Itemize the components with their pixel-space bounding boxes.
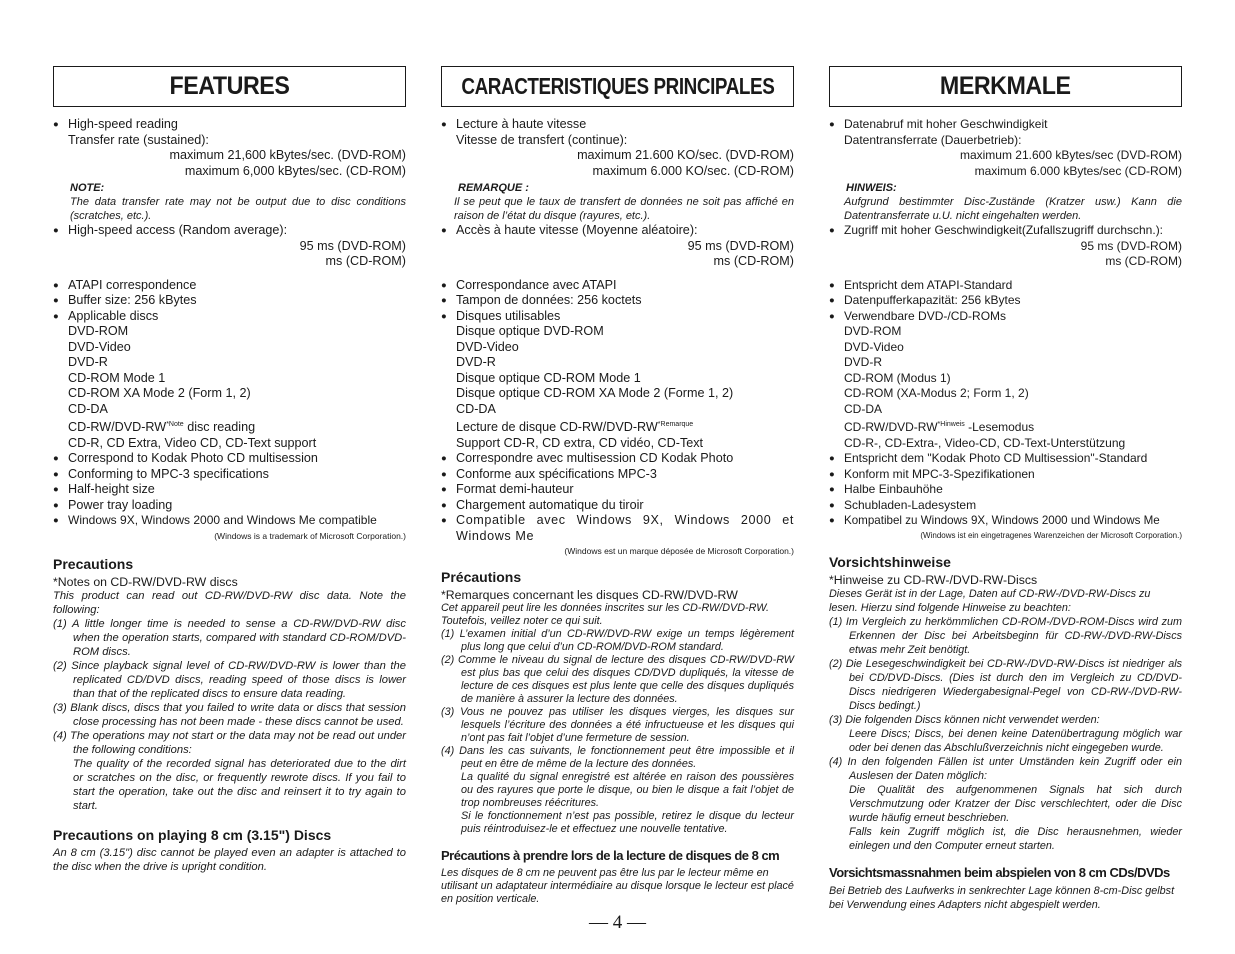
feature-label: High-speed reading — [68, 117, 178, 131]
feature-item: ● Kompatibel zu Windows 9X, Windows 2000 und Windows Me — [829, 513, 1182, 529]
note-text: The data transfer rate may not be output due to disc conditions (scratches, etc.). — [70, 196, 406, 222]
page-number: — 4 — — [589, 912, 646, 933]
8cm-disc-text: An 8 cm (3.15") disc cannot be played even an adapter is attached to the disc when the drive is upright condition. — [53, 846, 406, 873]
spec-value: maximum 21.600 kBytes/sec (DVD-ROM) — [959, 148, 1182, 162]
feature-label: Lecture à haute vitesse — [456, 117, 587, 131]
disc-type-rw — [68, 417, 406, 436]
precaution-item: (3) Vous ne pouvez pas utiliser les disques vierges, les disques sur lesquels l’écriture des données a été infructueuse et les disques qui n’ont pas fait l’objet d’une fermeture de session. — [441, 706, 794, 744]
feature-item: ● Half-height size — [53, 482, 406, 498]
precaution-item — [53, 729, 406, 813]
feature-label: Zugriff mit hoher Geschwindigkeit(Zufallszugriff durchschn.): — [844, 223, 1164, 237]
feature-item — [53, 223, 406, 270]
footnote-marker: *Remarque — [657, 421, 694, 428]
feature-item: ● Windows 9X, Windows 2000 and Windows Me compatible — [53, 513, 406, 529]
precautions-heading: Precautions — [53, 555, 134, 572]
disc-type: CD-ROM XA Mode 2 (Form 1, 2) — [68, 386, 251, 400]
feature-item — [53, 309, 406, 452]
trademark-note: (Windows est un marque déposée de Microsoft Corporation.) — [564, 546, 794, 556]
disc-type: CD-R, CD Extra, Video CD, CD-Text support — [68, 435, 317, 450]
section-title: CARACTERISTIQUES PRINCIPALES — [460, 73, 775, 99]
feature-item: ● Compatible avec Windows 9X, Windows 2000 et Windows Me — [441, 513, 794, 544]
spec-value: 95 ms (DVD-ROM) — [1080, 238, 1182, 253]
disc-type: CD-DA — [844, 401, 882, 416]
disc-type: DVD-R — [68, 355, 108, 369]
feature-subtext: Transfer rate (sustained): — [68, 132, 209, 147]
spec-value: ms (CD-ROM) — [713, 254, 794, 268]
precautions-list — [441, 628, 794, 836]
feature-item: ● Entspricht dem "Kodak Photo CD Multisession"-Standard — [829, 451, 1182, 467]
note-heading: HINWEIS: — [846, 182, 897, 194]
disc-type: DVD-Video — [456, 339, 519, 354]
8cm-disc-heading: Précautions à prendre lors de la lecture de disques de 8 cm — [441, 848, 780, 863]
disc-type: CD-DA — [68, 401, 108, 416]
precaution-item-detail: Die Qualität des aufgenommenen Signals hat sich durch Verschmutzung oder Kratzer der Disc verschlechtert, oder die Disc wurde häufig erneut beschrieben. — [849, 783, 1182, 824]
feature-item — [53, 117, 406, 179]
precautions-intro: Cet appareil peut lire les données inscrites sur les CD-RW/DVD-RW. Toutefois, veillez noter ce qui suit. — [441, 602, 770, 627]
footnote-marker: *Hinweis — [937, 421, 965, 428]
feature-subtext: Vitesse de transfert (continue): — [456, 132, 628, 147]
spec-value: 95 ms (DVD-ROM) — [687, 238, 794, 253]
disc-type: DVD-Video — [68, 339, 131, 354]
trademark-note: (Windows is a trademark of Microsoft Corporation.) — [214, 530, 406, 541]
feature-item: ● Entspricht dem ATAPI-Standard — [829, 278, 1182, 294]
disc-type: DVD-R — [456, 355, 496, 369]
feature-item: ● Format demi-hauteur — [441, 482, 794, 498]
spec-value: maximum 6,000 kBytes/sec. (CD-ROM) — [184, 163, 406, 178]
feature-item: ● Correspondance avec ATAPI — [441, 278, 794, 294]
feature-subtext: Datentransferrate (Dauerbetrieb): — [844, 132, 1022, 147]
feature-label: Disques utilisables — [456, 308, 561, 323]
feature-item: ● Schubladen-Ladesystem — [829, 498, 1182, 514]
precautions-list — [53, 617, 406, 813]
disc-type: CD-ROM (XA-Modus 2; Form 1, 2) — [844, 386, 1029, 400]
note-text: Il se peut que le taux de transfert de données ne soit pas affiché en raison de l’état du disque (rayures, etc.). — [454, 196, 794, 222]
feature-label: Applicable discs — [68, 308, 159, 323]
precaution-item: (1) A little longer time is needed to sense a CD-RW/DVD-RW disc when the operation starts, compared with standard CD-ROM/DVD-ROM discs. — [53, 617, 406, 658]
feature-item: ● Datenpufferkapazität: 256 kBytes — [829, 293, 1182, 309]
disc-type: DVD-Video — [844, 339, 904, 354]
feature-item — [441, 309, 794, 452]
section-title-box — [441, 66, 794, 107]
disc-type: Disque optique CD-ROM XA Mode 2 (Forme 1, 2) — [456, 386, 734, 400]
feature-item: ● Chargement automatique du tiroir — [441, 498, 794, 514]
spec-value: ms (CD-ROM) — [1105, 254, 1182, 268]
spec-value: maximum 21,600 kBytes/sec. (DVD-ROM) — [169, 148, 406, 162]
disc-type-rw — [456, 417, 794, 436]
spec-value: ms (CD-ROM) — [325, 254, 406, 268]
precaution-item-detail: Falls kein Zugriff möglich ist, die Disc herausnehmen, wieder einlegen und den Computer erneut starten. — [849, 825, 1182, 852]
feature-list — [53, 223, 406, 529]
disc-type: CD-ROM (Modus 1) — [844, 370, 951, 385]
precaution-item: (1) Im Vergleich zu herkömmlichen CD-ROM-/DVD-ROM-Discs wird zum Erkennen der Disc bei Arbeitsbeginn für CD-RW-/DVD-RW-Discs etwas mehr Zeit benötigt. — [829, 615, 1182, 656]
section-title: MERKMALE — [940, 72, 1071, 100]
feature-item — [829, 223, 1182, 270]
precautions-heading: Précautions — [441, 569, 522, 585]
precaution-item-detail: Si le fonctionnement n’est pas possible, retirez le disque du lecteur puis réintroduisez-le et effectuez une nouvelle tentative. — [461, 810, 794, 835]
precaution-item-detail: The quality of the recorded signal has deteriorated due to the dirt or scratches on the disc, or frequently rewrote discs. If you fail to start the operation, take out the disc and reinsert it to try again to start. — [73, 757, 406, 812]
feature-list — [441, 117, 794, 179]
disc-type-rw — [844, 417, 1182, 436]
spec-value: maximum 21.600 KO/sec. (DVD-ROM) — [577, 148, 794, 162]
section-title: FEATURES — [169, 72, 290, 100]
disc-type: DVD-ROM — [68, 324, 129, 338]
disc-type: CD-DA — [456, 401, 496, 416]
note-heading: REMARQUE : — [458, 182, 529, 194]
features-column-english — [53, 66, 406, 874]
precaution-item — [441, 745, 794, 836]
precaution-item-text: (4) Dans les cas suivants, le fonctionnement peut être impossible et il peut en être de même de la lecture des données. — [441, 745, 794, 770]
feature-list — [53, 117, 406, 179]
feature-item: ● Power tray loading — [53, 498, 406, 514]
precaution-item-detail: Leere Discs; Discs, bei denen keine Datenübertragung möglich war oder bei denen das Abschlußverzeichnis nicht eingegeben wurde. — [849, 727, 1182, 754]
precaution-item-detail: La qualité du signal enregistré est altérée en raison des poussières ou des rayures que porte le disque, ou bien le disque a fait l’objet de trop nombreuses réécritures. — [461, 771, 794, 809]
precaution-item: (2) Since playback signal level of CD-RW/DVD-RW is lower than the replicated CD/DVD discs, reading speed of those discs is lower than that of the replicated discs to ensure data reading. — [53, 659, 406, 700]
feature-item — [829, 309, 1182, 452]
disc-type: CD-R-, CD-Extra-, Video-CD, CD-Text-Unterstützung — [844, 435, 1126, 450]
precautions-subheading: *Remarques concernant les disques CD-RW/DVD-RW — [441, 588, 738, 602]
precaution-item: (2) Comme le niveau du signal de lecture des disques CD-RW/DVD-RW est plus bas que celui des disques CD/DVD dupliqués, la vitesse de lecture de ces disques est plus lente que celle des disques dupliqués de manière à assurer la lecture des données. — [441, 654, 794, 705]
section-title-box — [829, 66, 1182, 107]
precautions-subheading: *Hinweise zu CD-RW-/DVD-RW-Discs — [829, 572, 1038, 587]
disc-type: Support CD-R, CD extra, CD vidéo, CD-Text — [456, 435, 704, 450]
feature-item: ● Halbe Einbauhöhe — [829, 482, 1182, 498]
note-text: Aufgrund bestimmter Disc-Zustände (Kratzer usw.) Kann die Datentransferrate u.U. nicht eingehalten werden. — [844, 196, 1182, 222]
feature-list — [829, 223, 1182, 529]
precaution-item-text: (4) The operations may not start or the data may not be read out under the following conditions: — [53, 729, 406, 756]
features-column-french — [441, 66, 794, 906]
precautions-subheading: *Notes on CD-RW/DVD-RW discs — [53, 574, 238, 589]
disc-type-rw-suffix: -Lesemodus — [964, 420, 1035, 434]
precautions-list — [829, 615, 1182, 853]
precaution-item-text: (3) Die folgenden Discs können nicht verwendet werden: — [829, 713, 1100, 726]
feature-item: ● Conforme aux spécifications MPC-3 — [441, 467, 794, 483]
precautions-heading: Vorsichtshinweise — [829, 553, 951, 570]
feature-label: Datenabruf mit hoher Geschwindigkeit — [844, 117, 1048, 131]
8cm-disc-heading: Vorsichtsmassnahmen beim abspielen von 8 cm CDs/DVDs — [829, 864, 1170, 880]
feature-label: High-speed access (Random average): — [68, 223, 288, 237]
feature-item — [829, 117, 1182, 179]
disc-type: DVD-ROM — [844, 324, 902, 338]
spec-value: maximum 6.000 KO/sec. (CD-ROM) — [592, 163, 794, 178]
feature-list — [441, 223, 794, 544]
precautions-intro: This product can read out CD-RW/DVD-RW disc data. Note the following: — [53, 589, 406, 616]
disc-type: Disque optique CD-ROM Mode 1 — [456, 370, 641, 385]
feature-item: ● ATAPI correspondence — [53, 278, 406, 294]
feature-item: ● Conforming to MPC-3 specifications — [53, 467, 406, 483]
feature-label: Verwendbare DVD-/CD-ROMs — [844, 308, 1007, 323]
spec-value: 95 ms (DVD-ROM) — [299, 238, 406, 253]
features-column-german — [829, 66, 1182, 912]
disc-type: Disque optique DVD-ROM — [456, 324, 604, 338]
precaution-item — [829, 755, 1182, 853]
precautions-intro: Dieses Gerät ist in der Lage, Daten auf CD-RW-/DVD-RW-Discs zu lesen. Hierzu sind folgende Hinweise zu beachten: — [829, 587, 1151, 614]
disc-type-rw-label: Lecture de disque CD-RW/DVD-RW — [456, 420, 658, 434]
feature-item — [441, 117, 794, 179]
feature-list — [829, 117, 1182, 179]
trademark-note: (Windows ist ein eingetragenes Warenzeichen der Microsoft Corporation.) — [920, 530, 1182, 540]
footnote-marker: *Note — [166, 421, 184, 428]
section-title-box — [53, 66, 406, 107]
feature-item — [441, 223, 794, 270]
precaution-item: (3) Blank discs, discs that you failed to write data or discs that session close processing has not been made - these discs cannot be used. — [53, 701, 406, 728]
precaution-item — [829, 713, 1182, 755]
feature-item: ● Correspond to Kodak Photo CD multisession — [53, 451, 406, 467]
disc-type-rw-label: CD-RW/DVD-RW — [68, 420, 167, 434]
spec-value: maximum 6.000 kBytes/sec (CD-ROM) — [974, 163, 1182, 178]
feature-item: ● Buffer size: 256 kBytes — [53, 293, 406, 309]
disc-type-rw-suffix: disc reading — [183, 420, 256, 434]
precaution-item: (1) L’examen initial d’un CD-RW/DVD-RW exige un temps légèrement plus long que celui d’un CD-ROM/DVD-ROM standard. — [441, 628, 794, 653]
disc-type: DVD-R — [844, 355, 882, 369]
8cm-disc-text: Les disques de 8 cm ne peuvent pas être lus par le lecteur même en utilisant un adaptateur intermédiaire au disque lorsque le lecteur est placé en position verticale. — [441, 867, 794, 905]
feature-item: ● Tampon de données: 256 koctets — [441, 293, 794, 309]
feature-label: Accès à haute vitesse (Moyenne aléatoire): — [456, 223, 698, 237]
8cm-disc-text: Bei Betrieb des Laufwerks in senkrechter Lage können 8-cm-Disc gelbst bei Verwendung eines Adapters nicht abgespielt werden. — [829, 884, 1175, 911]
precaution-item-text: (4) In den folgenden Fällen ist unter Umständen kein Zugriff oder ein Auslesen der Daten möglich: — [829, 755, 1182, 782]
disc-type-rw-label: CD-RW/DVD-RW — [844, 420, 938, 434]
disc-type: CD-ROM Mode 1 — [68, 370, 166, 385]
feature-item: ● Correspondre avec multisession CD Kodak Photo — [441, 451, 794, 467]
8cm-disc-heading: Precautions on playing 8 cm (3.15") Discs — [53, 826, 332, 843]
precaution-item: (2) Die Lesegeschwindigkeit bei CD-RW-/DVD-RW-Discs ist niedriger als bei CD/DVD-Discs. (Dies ist durch den im Vergleich zu CD/DVD-Discs niedrigeren Wiedergabesignal-Pegel von CD-RW-/DVD-RW-Discs bedingt.) — [829, 657, 1182, 712]
note-heading: NOTE: — [70, 182, 105, 194]
feature-item: ● Konform mit MPC-3-Spezifikationen — [829, 467, 1182, 483]
